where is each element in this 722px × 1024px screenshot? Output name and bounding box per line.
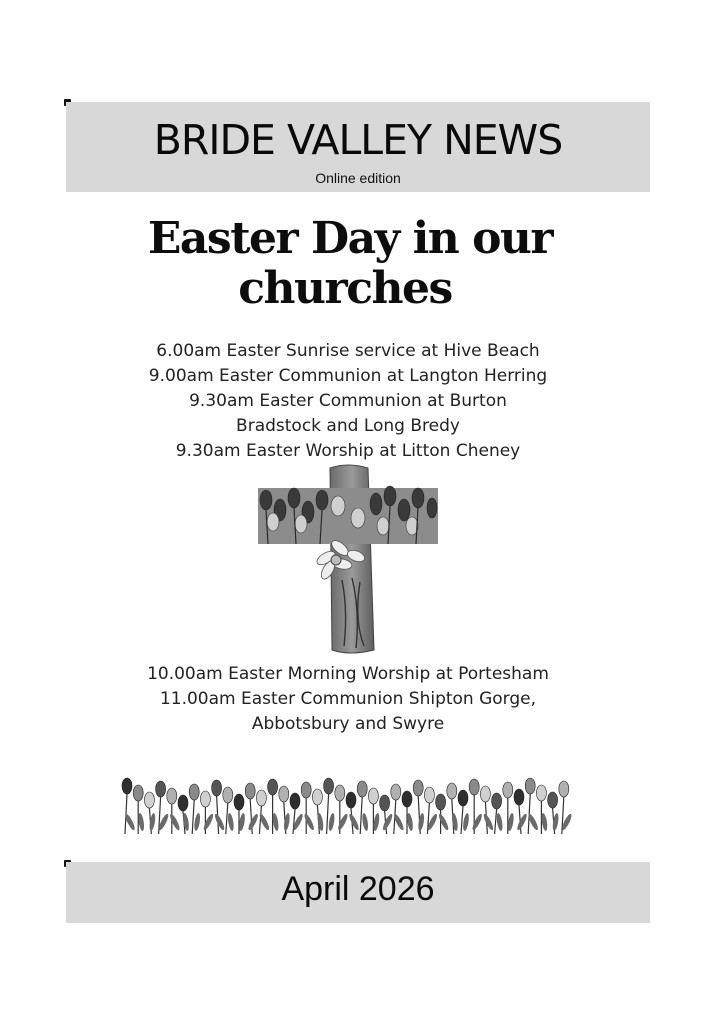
service-schedule-morning [100,339,596,464]
schedule-line: 6.00am Easter Sunrise service at Hive Beach [156,341,540,361]
schedule-line: 10.00am Easter Morning Worship at Portesham [147,664,549,684]
schedule-line: 9.00am Easter Communion at Langton Herring [148,366,548,386]
headline-line-2: churches [238,263,452,314]
floral-cross-image [256,460,440,654]
tulip-border-image [121,774,574,834]
schedule-line: 11.00am Easter Communion Shipton Gorge, [159,689,537,709]
schedule-line: 9.30am Easter Communion at Burton [189,391,507,411]
headline-line-1: Easter Day in our [147,213,553,264]
issue-date-banner [66,862,650,923]
schedule-line: Bradstock and Long Bredy [236,416,460,436]
masthead-subtitle: Online edition [315,170,401,186]
schedule-line: 9.30am Easter Worship at Litton Cheney [175,441,521,461]
masthead-banner [66,102,650,192]
masthead-title: BRIDE VALLEY NEWS [153,116,563,164]
service-schedule-late [100,662,596,737]
issue-date: April 2026 [281,870,435,908]
page-headline [100,214,600,314]
schedule-line: Abbotsbury and Swyre [251,714,445,734]
